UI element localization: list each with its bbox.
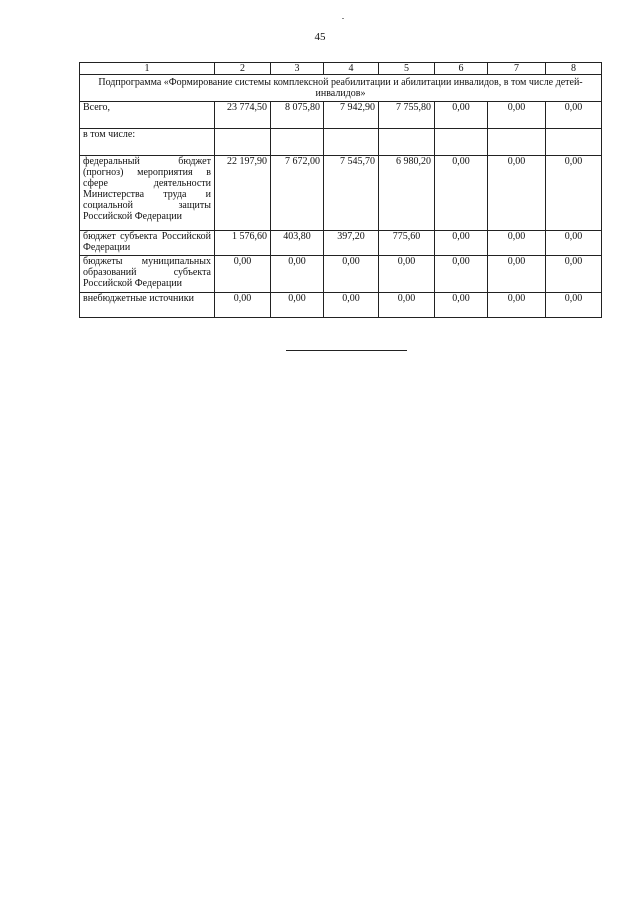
cell-value [546,129,602,156]
end-of-document-divider [286,350,407,351]
subprogram-row [80,75,602,102]
cell-value: 0,00 [435,231,488,256]
row-label: федеральный бюджет (прогноз) мероприятия в сфере деятельности Министерства труда и социальной защиты Российской Федерации [80,156,215,231]
cell-value: 0,00 [215,256,271,293]
cell-value: 0,00 [435,156,488,231]
cell-value: 7 755,80 [379,102,435,129]
table-row [80,231,602,256]
budget-table [79,62,602,318]
scan-speck [342,18,344,19]
table-row [80,293,602,318]
cell-value [379,129,435,156]
column-header: 5 [379,63,435,75]
cell-value: 0,00 [488,293,546,318]
cell-value [488,129,546,156]
row-label: в том числе: [80,129,215,156]
table-row [80,129,602,156]
cell-value: 775,60 [379,231,435,256]
row-label: Всего, [80,102,215,129]
cell-value: 0,00 [488,256,546,293]
cell-value: 0,00 [271,293,324,318]
row-label: бюджет субъекта Российской Федерации [80,231,215,256]
cell-value [271,129,324,156]
cell-value: 0,00 [379,256,435,293]
column-header: 2 [215,63,271,75]
cell-value: 7 942,90 [324,102,379,129]
cell-value: 7 545,70 [324,156,379,231]
cell-value [435,129,488,156]
cell-value: 0,00 [546,156,602,231]
table-row [80,102,602,129]
column-header: 4 [324,63,379,75]
cell-value: 0,00 [435,102,488,129]
cell-value: 0,00 [435,256,488,293]
cell-value: 0,00 [435,293,488,318]
cell-value: 23 774,50 [215,102,271,129]
cell-value [215,129,271,156]
page-number: 45 [314,31,326,43]
cell-value: 397,20 [324,231,379,256]
cell-value: 0,00 [488,156,546,231]
column-header: 1 [80,63,215,75]
column-header: 6 [435,63,488,75]
cell-value: 0,00 [271,256,324,293]
cell-value: 0,00 [546,256,602,293]
column-header: 8 [546,63,602,75]
cell-value: 0,00 [379,293,435,318]
cell-value [324,129,379,156]
cell-value: 0,00 [215,293,271,318]
cell-value: 0,00 [488,102,546,129]
table-row [80,156,602,231]
cell-value: 403,80 [271,231,324,256]
column-number-row [80,63,602,75]
cell-value: 8 075,80 [271,102,324,129]
column-header: 3 [271,63,324,75]
cell-value: 0,00 [546,293,602,318]
table-row [80,256,602,293]
row-label: бюджеты муниципальных образований субъекта Российской Федерации [80,256,215,293]
subprogram-title: Подпрограмма «Формирование системы комплексной реабилитации и абилитации инвалидов, в том числе детей-инвалидов» [80,75,602,102]
cell-value: 7 672,00 [271,156,324,231]
column-header: 7 [488,63,546,75]
cell-value: 22 197,90 [215,156,271,231]
cell-value: 0,00 [324,256,379,293]
cell-value: 0,00 [324,293,379,318]
row-label: внебюджетные источники [80,293,215,318]
cell-value: 1 576,60 [215,231,271,256]
cell-value: 0,00 [546,102,602,129]
cell-value: 6 980,20 [379,156,435,231]
cell-value: 0,00 [546,231,602,256]
cell-value: 0,00 [488,231,546,256]
